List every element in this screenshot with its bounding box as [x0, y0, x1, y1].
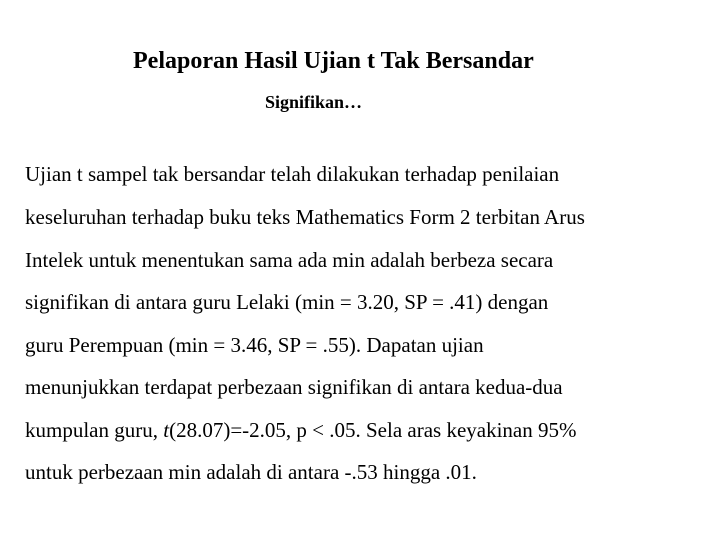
paragraph-line: Ujian t sampel tak bersandar telah dilakukan terhadap penilaian [25, 162, 560, 186]
paragraph-line: guru Perempuan (min = 3.46, SP = .55). Dapatan ujian [25, 333, 484, 357]
slide-subtitle: Signifikan… [265, 92, 363, 112]
slide-title: Pelaporan Hasil Ujian t Tak Bersandar [133, 48, 534, 74]
paragraph-text: (28.07)=-2.05, p < .05. Sela aras keyakinan 95% [169, 418, 577, 442]
t-statistic-symbol: t [163, 418, 170, 442]
paragraph-line [25, 418, 715, 443]
paragraph-line: signifikan di antara guru Lelaki (min = 3.20, SP = .41) dengan [25, 290, 549, 314]
paragraph-line: untuk perbezaan min adalah di antara -.53 hingga .01. [25, 460, 477, 484]
paragraph-line: menunjukkan terdapat perbezaan signifikan di antara kedua-dua [25, 375, 563, 399]
paragraph-line: keseluruhan terhadap buku teks Mathematics Form 2 terbitan Arus [25, 205, 585, 229]
paragraph-line: Intelek untuk menentukan sama ada min adalah berbeza secara [25, 248, 554, 272]
paragraph-text: kumpulan guru, [25, 418, 164, 442]
